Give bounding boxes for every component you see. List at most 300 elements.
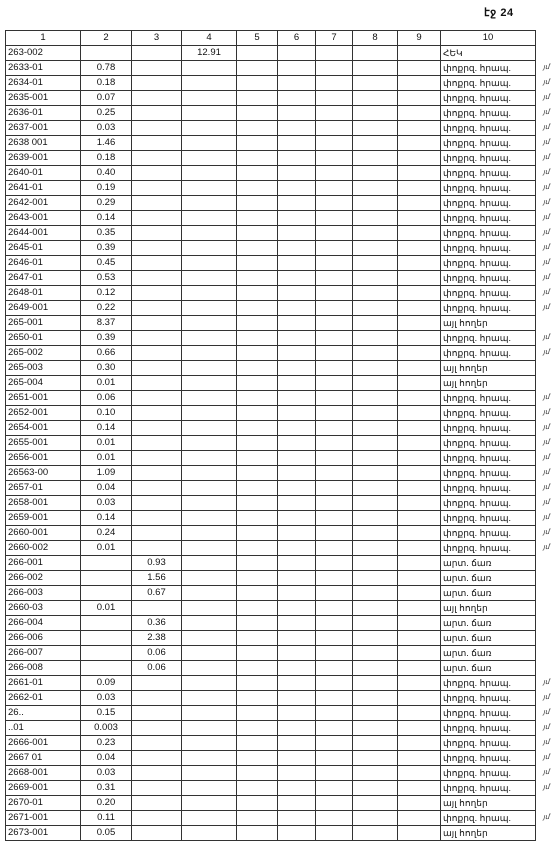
table-row [6, 631, 536, 646]
cell-col-5 [237, 331, 278, 346]
cell-col-2: 0.23 [81, 736, 132, 751]
cell-col-9 [398, 646, 441, 661]
cell-col-7 [316, 181, 353, 196]
header-col-3: 3 [132, 31, 182, 46]
cell-col-10: փոքրզ. հրապ. [441, 181, 536, 196]
table-row [6, 526, 536, 541]
cell-col-2: 0.01 [81, 376, 132, 391]
cell-col-3 [132, 406, 182, 421]
cell-col-9 [398, 46, 441, 61]
cell-col-6 [278, 601, 316, 616]
cell-col-8 [353, 61, 398, 76]
margin-mark: յմ [543, 64, 550, 71]
cell-col-3: 0.36 [132, 616, 182, 631]
cell-col-10: արտ. ճառ [441, 631, 536, 646]
cell-col-10: փոքրզ. հրապ. [441, 331, 536, 346]
cell-col-7 [316, 166, 353, 181]
cell-col-10: փոքրզ. հրապ. [441, 451, 536, 466]
cell-col-6 [278, 106, 316, 121]
cell-col-9 [398, 316, 441, 331]
cell-col-1: 2651-001 [6, 391, 81, 406]
table-row [6, 466, 536, 481]
cell-col-8 [353, 661, 398, 676]
cell-col-10: փոքրզ. հրապ. [441, 301, 536, 316]
cell-col-9 [398, 376, 441, 391]
margin-mark: յմ [543, 169, 550, 176]
cell-col-2: 0.12 [81, 286, 132, 301]
table-row [6, 616, 536, 631]
cell-col-6 [278, 541, 316, 556]
cell-col-1: 266-004 [6, 616, 81, 631]
margin-mark: յմ [543, 514, 550, 521]
cell-col-5 [237, 241, 278, 256]
margin-mark: յմ [543, 694, 550, 701]
cell-col-7 [316, 76, 353, 91]
cell-col-5 [237, 106, 278, 121]
cell-col-8 [353, 646, 398, 661]
table-row [6, 376, 536, 391]
cell-col-2: 0.24 [81, 526, 132, 541]
table-row [6, 121, 536, 136]
cell-col-1: 2654-001 [6, 421, 81, 436]
cell-col-2: 0.003 [81, 721, 132, 736]
cell-col-9 [398, 751, 441, 766]
cell-col-2: 0.01 [81, 601, 132, 616]
cell-col-10: փոքրզ. հրապ. [441, 211, 536, 226]
cell-col-3 [132, 796, 182, 811]
cell-col-1: 2647-01 [6, 271, 81, 286]
cell-col-7 [316, 631, 353, 646]
cell-col-3 [132, 241, 182, 256]
table-row [6, 136, 536, 151]
table-row [6, 676, 536, 691]
cell-col-8 [353, 526, 398, 541]
cell-col-10: փոքրզ. հրապ. [441, 691, 536, 706]
cell-col-4 [182, 256, 237, 271]
margin-mark: յմ [543, 304, 550, 311]
cell-col-9 [398, 241, 441, 256]
cell-col-6 [278, 421, 316, 436]
cell-col-5 [237, 316, 278, 331]
cell-col-4 [182, 736, 237, 751]
cell-col-4 [182, 241, 237, 256]
cell-col-3 [132, 451, 182, 466]
cell-col-3 [132, 121, 182, 136]
cell-col-8 [353, 241, 398, 256]
cell-col-8 [353, 121, 398, 136]
cell-col-9 [398, 76, 441, 91]
cell-col-8 [353, 46, 398, 61]
cell-col-7 [316, 361, 353, 376]
cell-col-4: 12.91 [182, 46, 237, 61]
cell-col-7 [316, 661, 353, 676]
cell-col-6 [278, 166, 316, 181]
table-row [6, 751, 536, 766]
margin-mark: յմ [543, 709, 550, 716]
cell-col-1: 2673-001 [6, 826, 81, 841]
cell-col-10: արտ. ճառ [441, 571, 536, 586]
cell-col-2: 0.30 [81, 361, 132, 376]
cell-col-9 [398, 586, 441, 601]
cell-col-9 [398, 736, 441, 751]
cell-col-5 [237, 466, 278, 481]
cell-col-7 [316, 256, 353, 271]
cell-col-6 [278, 181, 316, 196]
cell-col-3 [132, 106, 182, 121]
cell-col-2: 0.45 [81, 256, 132, 271]
cell-col-7 [316, 691, 353, 706]
table-row [6, 61, 536, 76]
cell-col-4 [182, 616, 237, 631]
cell-col-3 [132, 136, 182, 151]
cell-col-4 [182, 211, 237, 226]
cell-col-4 [182, 196, 237, 211]
cell-col-1: 2641-01 [6, 181, 81, 196]
cell-col-7 [316, 601, 353, 616]
cell-col-3 [132, 466, 182, 481]
cell-col-7 [316, 571, 353, 586]
cell-col-10: փոքրզ. հրապ. [441, 286, 536, 301]
cell-col-4 [182, 511, 237, 526]
cell-col-7 [316, 766, 353, 781]
cell-col-6 [278, 301, 316, 316]
cell-col-1: 2633-01 [6, 61, 81, 76]
table-row [6, 736, 536, 751]
cell-col-8 [353, 676, 398, 691]
cell-col-9 [398, 826, 441, 841]
cell-col-7 [316, 226, 353, 241]
cell-col-2: 0.15 [81, 706, 132, 721]
cell-col-2: 0.09 [81, 676, 132, 691]
cell-col-3 [132, 181, 182, 196]
cell-col-9 [398, 661, 441, 676]
cell-col-5 [237, 451, 278, 466]
cell-col-10: արտ. ճառ [441, 646, 536, 661]
cell-col-7 [316, 151, 353, 166]
cell-col-4 [182, 271, 237, 286]
cell-col-5 [237, 676, 278, 691]
cell-col-4 [182, 631, 237, 646]
cell-col-7 [316, 211, 353, 226]
cell-col-9 [398, 211, 441, 226]
cell-col-8 [353, 571, 398, 586]
cell-col-2: 0.01 [81, 451, 132, 466]
cell-col-2: 0.22 [81, 301, 132, 316]
cell-col-7 [316, 331, 353, 346]
cell-col-1: ..01 [6, 721, 81, 736]
cell-col-9 [398, 406, 441, 421]
cell-col-5 [237, 211, 278, 226]
cell-col-2: 0.19 [81, 181, 132, 196]
cell-col-8 [353, 781, 398, 796]
margin-mark: յմ [543, 349, 550, 356]
margin-mark: յմ [543, 769, 550, 776]
cell-col-6 [278, 526, 316, 541]
cell-col-7 [316, 196, 353, 211]
cell-col-5 [237, 616, 278, 631]
cell-col-8 [353, 796, 398, 811]
cell-col-5 [237, 286, 278, 301]
cell-col-10: փոքրզ. հրապ. [441, 751, 536, 766]
cell-col-10: փոքրզ. հրապ. [441, 481, 536, 496]
cell-col-8 [353, 301, 398, 316]
cell-col-2: 0.01 [81, 436, 132, 451]
cell-col-5 [237, 346, 278, 361]
cell-col-8 [353, 226, 398, 241]
cell-col-4 [182, 181, 237, 196]
cell-col-7 [316, 736, 353, 751]
cell-col-6 [278, 361, 316, 376]
cell-col-2 [81, 646, 132, 661]
cell-col-2 [81, 616, 132, 631]
cell-col-8 [353, 361, 398, 376]
cell-col-3 [132, 691, 182, 706]
cell-col-1: 2649-001 [6, 301, 81, 316]
cell-col-9 [398, 631, 441, 646]
margin-mark: յմ [543, 334, 550, 341]
table-row [6, 196, 536, 211]
cell-col-6 [278, 436, 316, 451]
page-number: էջ 24 [484, 7, 514, 19]
cell-col-2: 0.39 [81, 241, 132, 256]
cell-col-5 [237, 826, 278, 841]
cell-col-5 [237, 646, 278, 661]
cell-col-5 [237, 586, 278, 601]
cell-col-9 [398, 451, 441, 466]
cell-col-3 [132, 91, 182, 106]
cell-col-6 [278, 271, 316, 286]
margin-mark: յմ [543, 544, 550, 551]
cell-col-2: 0.66 [81, 346, 132, 361]
cell-col-3 [132, 721, 182, 736]
cell-col-8 [353, 331, 398, 346]
cell-col-9 [398, 121, 441, 136]
cell-col-10: այլ հողեր [441, 826, 536, 841]
cell-col-5 [237, 781, 278, 796]
cell-col-10: ՀԵԿ [441, 46, 536, 61]
cell-col-2: 0.25 [81, 106, 132, 121]
cell-col-10: այլ հողեր [441, 316, 536, 331]
cell-col-4 [182, 706, 237, 721]
cell-col-1: 2639-001 [6, 151, 81, 166]
cell-col-3 [132, 421, 182, 436]
cell-col-4 [182, 586, 237, 601]
table-row [6, 316, 536, 331]
cell-col-1: 266-003 [6, 586, 81, 601]
cell-col-4 [182, 826, 237, 841]
cell-col-8 [353, 451, 398, 466]
cell-col-2 [81, 556, 132, 571]
margin-mark: յմ [543, 739, 550, 746]
cell-col-1: 265-004 [6, 376, 81, 391]
cell-col-5 [237, 136, 278, 151]
cell-col-7 [316, 421, 353, 436]
cell-col-10: փոքրզ. հրապ. [441, 121, 536, 136]
cell-col-6 [278, 706, 316, 721]
cell-col-5 [237, 406, 278, 421]
cell-col-8 [353, 826, 398, 841]
table-row [6, 796, 536, 811]
cell-col-8 [353, 586, 398, 601]
cell-col-8 [353, 496, 398, 511]
cell-col-5 [237, 571, 278, 586]
cell-col-3 [132, 826, 182, 841]
cell-col-7 [316, 511, 353, 526]
cell-col-5 [237, 391, 278, 406]
cell-col-9 [398, 61, 441, 76]
cell-col-5 [237, 181, 278, 196]
cell-col-5 [237, 526, 278, 541]
cell-col-2 [81, 586, 132, 601]
cell-col-1: 2666-001 [6, 736, 81, 751]
cell-col-7 [316, 391, 353, 406]
cell-col-2: 0.03 [81, 496, 132, 511]
table-row [6, 301, 536, 316]
cell-col-1: 2659-001 [6, 511, 81, 526]
cell-col-10: փոքրզ. հրապ. [441, 136, 536, 151]
cell-col-2: 0.05 [81, 826, 132, 841]
cell-col-4 [182, 436, 237, 451]
cell-col-5 [237, 151, 278, 166]
cell-col-8 [353, 316, 398, 331]
cell-col-2: 0.29 [81, 196, 132, 211]
cell-col-1: 2643-001 [6, 211, 81, 226]
cell-col-10: փոքրզ. հրապ. [441, 76, 536, 91]
cell-col-7 [316, 241, 353, 256]
cell-col-4 [182, 601, 237, 616]
cell-col-8 [353, 811, 398, 826]
cell-col-9 [398, 721, 441, 736]
cell-col-4 [182, 661, 237, 676]
margin-mark: յմ [543, 229, 550, 236]
cell-col-9 [398, 256, 441, 271]
table-row [6, 766, 536, 781]
cell-col-2: 1.46 [81, 136, 132, 151]
cell-col-4 [182, 676, 237, 691]
cell-col-9 [398, 286, 441, 301]
cell-col-1: 265-001 [6, 316, 81, 331]
cell-col-4 [182, 451, 237, 466]
margin-mark: յմ [543, 409, 550, 416]
table-row [6, 181, 536, 196]
cell-col-7 [316, 676, 353, 691]
cell-col-4 [182, 151, 237, 166]
cell-col-1: 2671-001 [6, 811, 81, 826]
cell-col-10: փոքրզ. հրապ. [441, 511, 536, 526]
cell-col-7 [316, 136, 353, 151]
cell-col-5 [237, 811, 278, 826]
cell-col-10: փոքրզ. հրապ. [441, 271, 536, 286]
cell-col-8 [353, 556, 398, 571]
cell-col-7 [316, 781, 353, 796]
cell-col-8 [353, 706, 398, 721]
header-col-7: 7 [316, 31, 353, 46]
table-row [6, 811, 536, 826]
cell-col-8 [353, 511, 398, 526]
cell-col-6 [278, 391, 316, 406]
cell-col-3 [132, 226, 182, 241]
cell-col-2: 0.03 [81, 691, 132, 706]
cell-col-9 [398, 781, 441, 796]
cell-col-10: փոքրզ. հրապ. [441, 811, 536, 826]
cell-col-8 [353, 91, 398, 106]
cell-col-7 [316, 466, 353, 481]
cell-col-2: 0.31 [81, 781, 132, 796]
cell-col-3: 0.93 [132, 556, 182, 571]
cell-col-8 [353, 106, 398, 121]
cell-col-6 [278, 481, 316, 496]
cell-col-10: այլ հողեր [441, 796, 536, 811]
cell-col-8 [353, 166, 398, 181]
margin-mark: յմ [543, 124, 550, 131]
cell-col-4 [182, 346, 237, 361]
cell-col-6 [278, 406, 316, 421]
cell-col-3 [132, 496, 182, 511]
cell-col-3: 0.06 [132, 661, 182, 676]
cell-col-6 [278, 226, 316, 241]
cell-col-1: 2655-001 [6, 436, 81, 451]
cell-col-3: 1.56 [132, 571, 182, 586]
cell-col-2: 0.10 [81, 406, 132, 421]
cell-col-3 [132, 601, 182, 616]
cell-col-6 [278, 121, 316, 136]
cell-col-5 [237, 301, 278, 316]
cell-col-9 [398, 511, 441, 526]
cell-col-8 [353, 256, 398, 271]
cell-col-5 [237, 256, 278, 271]
cell-col-1: 2648-01 [6, 286, 81, 301]
cell-col-7 [316, 556, 353, 571]
cell-col-5 [237, 421, 278, 436]
cell-col-8 [353, 601, 398, 616]
cell-col-7 [316, 406, 353, 421]
cell-col-9 [398, 466, 441, 481]
cell-col-9 [398, 181, 441, 196]
cell-col-8 [353, 286, 398, 301]
cell-col-7 [316, 121, 353, 136]
cell-col-1: 2650-01 [6, 331, 81, 346]
table-row [6, 211, 536, 226]
cell-col-4 [182, 226, 237, 241]
cell-col-1: 2670-01 [6, 796, 81, 811]
cell-col-7 [316, 586, 353, 601]
cell-col-10: արտ. ճառ [441, 616, 536, 631]
cell-col-1: 266-008 [6, 661, 81, 676]
margin-mark: յմ [543, 184, 550, 191]
cell-col-8 [353, 151, 398, 166]
cell-col-10: փոքրզ. հրապ. [441, 721, 536, 736]
header-col-8: 8 [353, 31, 398, 46]
margin-mark: յմ [543, 484, 550, 491]
cell-col-3 [132, 526, 182, 541]
cell-col-7 [316, 496, 353, 511]
cell-col-9 [398, 91, 441, 106]
cell-col-7 [316, 811, 353, 826]
cell-col-8 [353, 271, 398, 286]
cell-col-5 [237, 511, 278, 526]
cell-col-9 [398, 796, 441, 811]
cell-col-8 [353, 196, 398, 211]
cell-col-9 [398, 421, 441, 436]
cell-col-4 [182, 766, 237, 781]
cell-col-9 [398, 151, 441, 166]
cell-col-7 [316, 346, 353, 361]
cell-col-1: 2667 01 [6, 751, 81, 766]
cell-col-6 [278, 676, 316, 691]
table-row [6, 166, 536, 181]
table-row [6, 496, 536, 511]
cell-col-2 [81, 631, 132, 646]
